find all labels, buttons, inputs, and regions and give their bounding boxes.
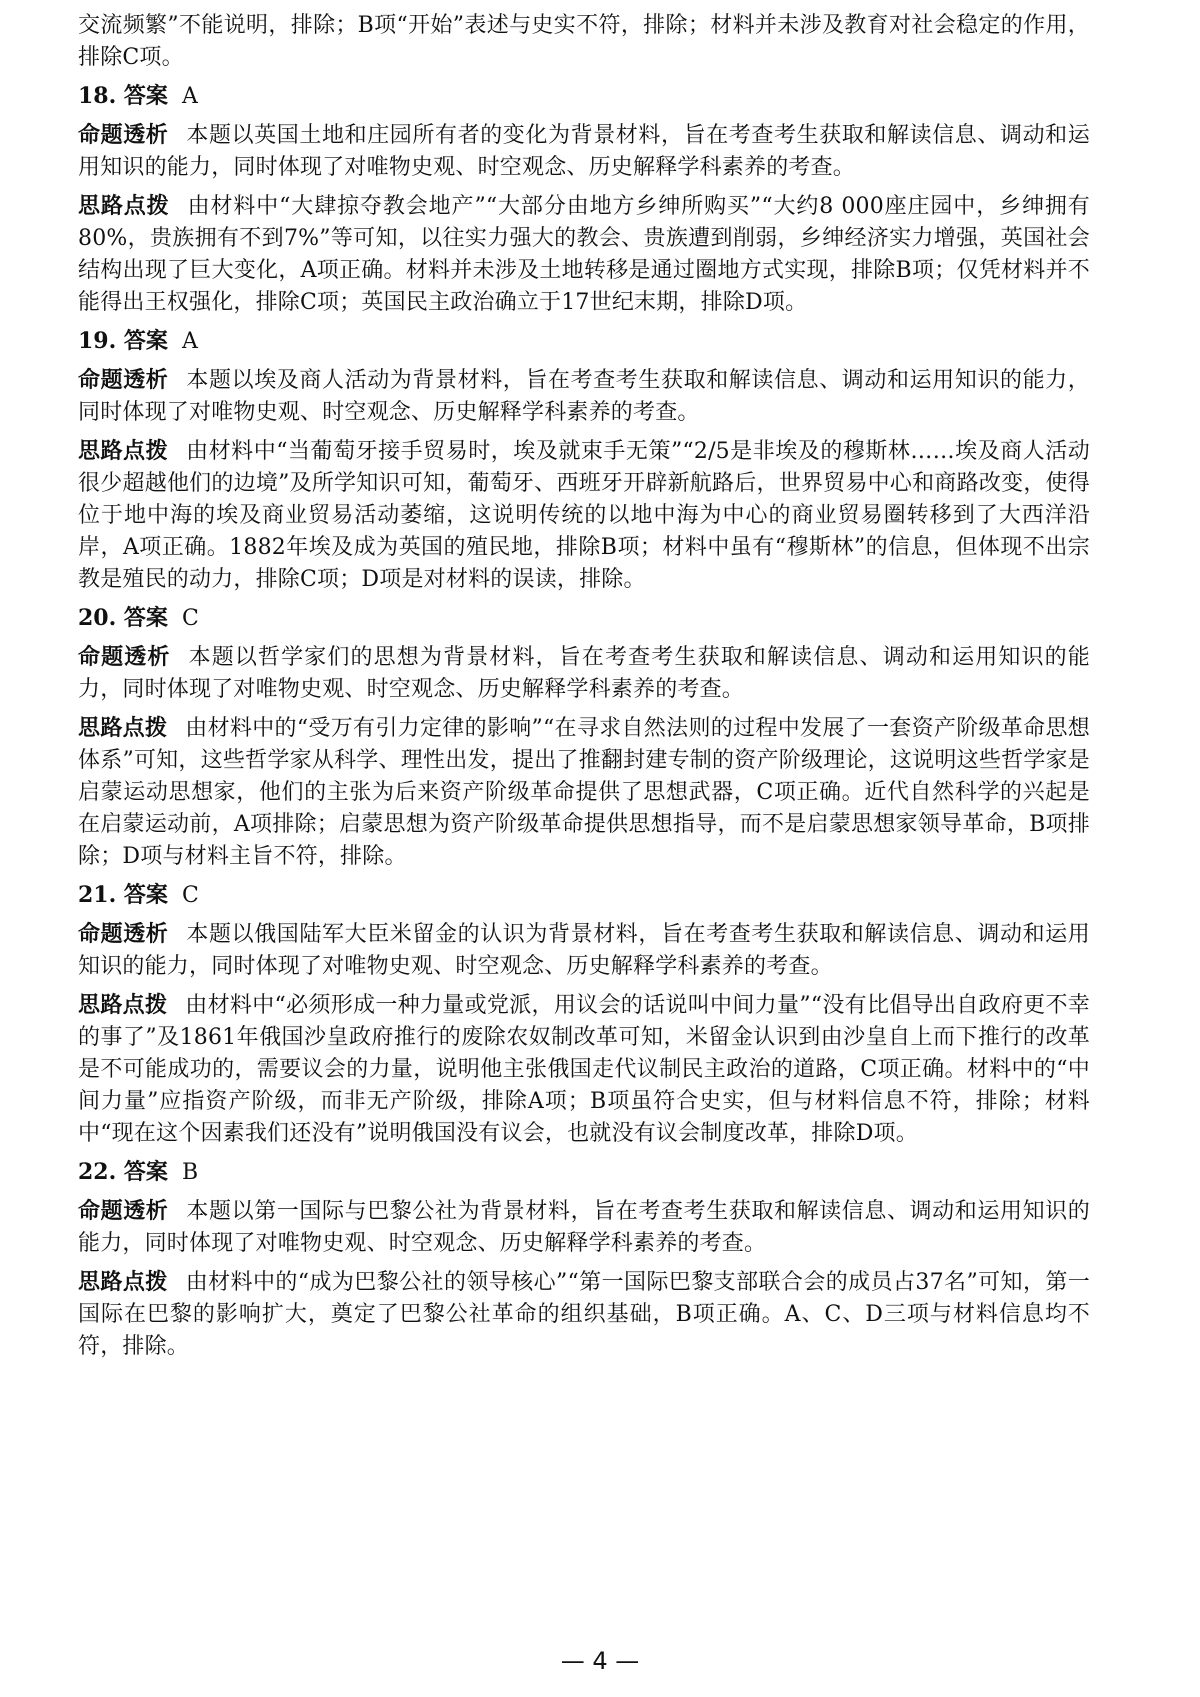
- reasoning-paragraph: [78, 1266, 1090, 1363]
- analysis-text: 本题以英国土地和庄园所有者的变化为背景材料，旨在考查考生获取和解读信息、调动和运用知识的能力，同时体现了对唯物史观、时空观念、历史解释学科素养的考查。: [78, 123, 1090, 180]
- analysis-paragraph: [78, 918, 1090, 983]
- analysis-label: 命题透析: [78, 921, 169, 947]
- reasoning-paragraph: [78, 712, 1090, 873]
- answer-heading: [78, 325, 1090, 358]
- answer-item-22: [78, 1156, 1090, 1363]
- analysis-label: 命题透析: [78, 1198, 169, 1224]
- reasoning-paragraph: [78, 989, 1090, 1150]
- analysis-text: 本题以哲学家们的思想为背景材料，旨在考查考生获取和解读信息、调动和运用知识的能力，同时体现了对唯物史观、时空观念、历史解释学科素养的考查。: [78, 645, 1090, 702]
- answer-choice: C: [181, 606, 199, 631]
- page-number: — 4 —: [560, 1647, 640, 1675]
- question-number: 21. 答案: [78, 882, 168, 908]
- reasoning-label: 思路点拨: [78, 715, 168, 741]
- analysis-text: 本题以埃及商人活动为背景材料，旨在考查考生获取和解读信息、调动和运用知识的能力，同时体现了对唯物史观、时空观念、历史解释学科素养的考查。: [78, 368, 1090, 425]
- reasoning-text: 由材料中“大肆掠夺教会地产”“大部分由地方乡绅所购买”“大约8 000座庄园中，乡绅拥有80%，贵族拥有不到7%”等可知，以往实力强大的教会、贵族遭到削弱，乡绅经济实力增强，英国社会结构出现了巨大变化，A项正确。材料并未涉及土地转移是通过圈地方式实现，排除B项；仅凭材料并不能得出王权强化，排除C项；英国民主政治确立于17世纪末期，排除D项。: [78, 194, 1090, 315]
- question-number: 19. 答案: [78, 328, 168, 354]
- question-number: 20. 答案: [78, 605, 168, 631]
- answer-item-19: [78, 325, 1090, 596]
- reasoning-label: 思路点拨: [78, 992, 168, 1018]
- answer-heading: [78, 602, 1090, 635]
- question-number: 22. 答案: [78, 1159, 168, 1185]
- reasoning-text: 由材料中“必须形成一种力量或党派，用议会的话说叫中间力量”“没有比倡导出自政府更不幸的事了”及1861年俄国沙皇政府推行的废除农奴制改革可知，米留金认识到由沙皇自上而下推行的改革是不可能成功的，需要议会的力量，说明他主张俄国走代议制民主政治的道路，C项正确。材料中的“中间力量”应指资产阶级，而非无产阶级，排除A项；B项虽符合史实，但与材料信息不符，排除；材料中“现在这个因素我们还没有”说明俄国没有议会，也就没有议会制度改革，排除D项。: [78, 993, 1090, 1146]
- continued-paragraph: 交流频繁”不能说明，排除；B项“开始”表述与史实不符，排除；材料并未涉及教育对社会稳定的作用，排除C项。: [78, 13, 1090, 70]
- answer-item-18: [78, 80, 1090, 319]
- analysis-paragraph: [78, 641, 1090, 706]
- answer-heading: [78, 80, 1090, 113]
- reasoning-label: 思路点拨: [78, 193, 170, 219]
- analysis-paragraph: [78, 364, 1090, 429]
- analysis-paragraph: [78, 119, 1090, 184]
- analysis-label: 命题透析: [78, 644, 171, 670]
- analysis-label: 命题透析: [78, 367, 169, 393]
- analysis-label: 命题透析: [78, 122, 169, 148]
- answer-choice: A: [181, 329, 198, 354]
- reasoning-text: 由材料中的“受万有引力定律的影响”“在寻求自然法则的过程中发展了一套资产阶级革命思想体系”可知，这些哲学家从科学、理性出发，提出了推翻封建专制的资产阶级理论，这说明这些哲学家是启蒙运动思想家，他们的主张为后来资产阶级革命提供了思想武器，C项正确。近代自然科学的兴起是在启蒙运动前，A项排除；启蒙思想为资产阶级革命提供思想指导，而不是启蒙思想家领导革命，B项排除；D项与材料主旨不符，排除。: [78, 716, 1090, 869]
- analysis-text: 本题以第一国际与巴黎公社为背景材料，旨在考查考生获取和解读信息、调动和运用知识的能力，同时体现了对唯物史观、时空观念、历史解释学科素养的考查。: [78, 1199, 1090, 1256]
- answer-item-20: [78, 602, 1090, 873]
- answer-choice: C: [181, 883, 199, 908]
- answer-heading: [78, 1156, 1090, 1189]
- reasoning-paragraph: [78, 435, 1090, 596]
- reasoning-text: 由材料中“当葡萄牙接手贸易时，埃及就束手无策”“2/5是非埃及的穆斯林……埃及商人活动很少超越他们的边境”及所学知识可知，葡萄牙、西班牙开辟新航路后，世界贸易中心和商路改变，使得位于地中海的埃及商业贸易活动萎缩，这说明传统的以地中海为中心的商业贸易圈转移到了大西洋沿岸，A项正确。1882年埃及成为英国的殖民地，排除B项；材料中虽有“穆斯林”的信息，但体现不出宗教是殖民的动力，排除C项；D项是对材料的误读，排除。: [78, 439, 1091, 592]
- reasoning-label: 思路点拨: [78, 1269, 168, 1295]
- answer-item-21: [78, 879, 1090, 1150]
- reasoning-label: 思路点拨: [78, 438, 169, 464]
- answer-heading: [78, 879, 1090, 912]
- analysis-paragraph: [78, 1195, 1090, 1260]
- analysis-text: 本题以俄国陆军大臣米留金的认识为背景材料，旨在考查考生获取和解读信息、调动和运用知识的能力，同时体现了对唯物史观、时空观念、历史解释学科素养的考查。: [78, 922, 1090, 979]
- answer-choice: A: [181, 84, 198, 109]
- question-number: 18. 答案: [78, 83, 168, 109]
- reasoning-paragraph: [78, 190, 1090, 319]
- answer-choice: B: [181, 1160, 199, 1185]
- reasoning-text: 由材料中的“成为巴黎公社的领导核心”“第一国际巴黎支部联合会的成员占37名”可知，第一国际在巴黎的影响扩大，奠定了巴黎公社革命的组织基础，B项正确。A、C、D三项与材料信息均不符，排除。: [78, 1270, 1090, 1359]
